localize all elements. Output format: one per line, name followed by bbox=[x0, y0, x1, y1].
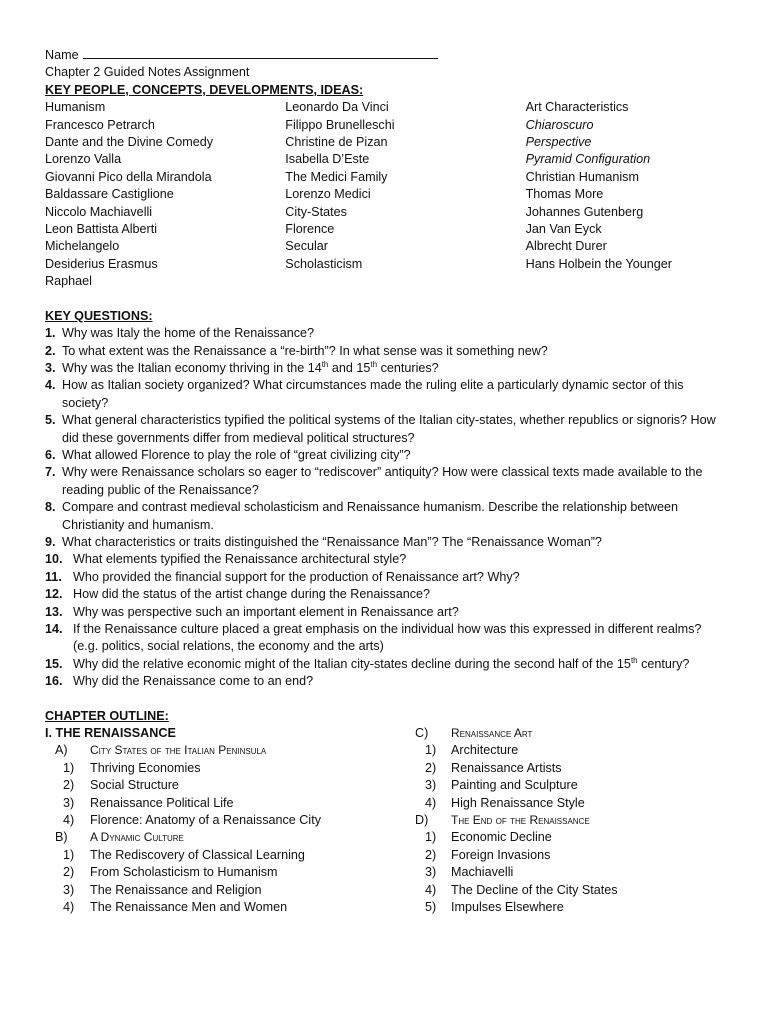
question-text: If the Renaissance culture placed a great emphasis on the individual how was this expressed in different realms? (e.g. politics, social relations, the economy and the arts) bbox=[73, 622, 702, 654]
key-term: Baldassare Castiglione bbox=[45, 187, 174, 202]
outline-subitem-text: Florence: Anatomy of a Renaissance City bbox=[90, 813, 321, 828]
outline-subitem-text: Economic Decline bbox=[451, 830, 552, 845]
question-text-part: Why did the relative economic might of the Italian city-states decline during the second half of the 15 bbox=[73, 656, 631, 671]
question-item bbox=[45, 447, 725, 464]
question-text: Who provided the financial support for the production of Renaissance art? Why? bbox=[73, 569, 520, 584]
outline-subitem-text: Architecture bbox=[451, 743, 519, 758]
outline-section-label: A) bbox=[55, 743, 68, 758]
outline-subitem bbox=[415, 829, 725, 846]
outline-subitem-number: 1) bbox=[425, 743, 437, 758]
question-item bbox=[45, 499, 725, 534]
outline-subitem-text: From Scholasticism to Humanism bbox=[90, 865, 278, 880]
outline-subitem-number: 2) bbox=[425, 847, 437, 862]
question-text-part: centuries? bbox=[377, 360, 439, 375]
outline-subitem-number: 1) bbox=[425, 830, 437, 845]
outline-subitem bbox=[415, 777, 725, 794]
outline-subitem-number: 1) bbox=[63, 760, 75, 775]
key-people-column-2 bbox=[285, 99, 525, 290]
question-text: Compare and contrast medieval scholasticism and Renaissance humanism. Describe the relationship between Christianity and humanism. bbox=[62, 500, 679, 532]
key-term: Scholasticism bbox=[285, 256, 363, 271]
question-item bbox=[45, 412, 725, 447]
question-number: 2. bbox=[45, 343, 56, 358]
question-number: 8. bbox=[45, 500, 56, 515]
outline-subitem-text: The Rediscovery of Classical Learning bbox=[90, 847, 305, 862]
key-term: Francesco Petrarch bbox=[45, 117, 155, 132]
question-text: How did the status of the artist change during the Renaissance? bbox=[73, 587, 431, 602]
outline-section-b bbox=[45, 829, 415, 846]
question-number: 4. bbox=[45, 378, 56, 393]
question-text: How as Italian society organized? What circumstances made the ruling elite a particularly dynamic sector of this society? bbox=[62, 378, 684, 410]
question-number: 15. bbox=[45, 656, 63, 671]
key-term: Jan Van Eyck bbox=[525, 222, 602, 237]
name-label: Name bbox=[45, 48, 79, 62]
outline-section-c bbox=[415, 725, 725, 742]
key-people-list bbox=[45, 99, 725, 290]
chapter-outline bbox=[45, 725, 725, 916]
key-people-column-1 bbox=[45, 99, 285, 290]
outline-subitem-number: 4) bbox=[63, 813, 75, 828]
question-item bbox=[45, 551, 725, 568]
ordinal-suffix: th bbox=[321, 359, 329, 369]
outline-subitem-number: 3) bbox=[63, 795, 75, 810]
key-term: Niccolo Machiavelli bbox=[45, 204, 153, 219]
question-number: 10. bbox=[45, 552, 63, 567]
outline-section-d bbox=[415, 812, 725, 829]
outline-subitem-number: 3) bbox=[63, 882, 75, 897]
ordinal-suffix: th bbox=[370, 359, 378, 369]
key-term: Raphael bbox=[45, 274, 92, 289]
key-term: Leonardo Da Vinci bbox=[285, 100, 389, 115]
question-text-part: century? bbox=[637, 656, 690, 671]
question-item bbox=[45, 464, 725, 499]
outline-subitem-text: Machiavelli bbox=[451, 865, 514, 880]
question-item bbox=[45, 569, 725, 586]
outline-right-column bbox=[415, 725, 725, 916]
question-item bbox=[45, 377, 725, 412]
outline-subitem-number: 3) bbox=[425, 865, 437, 880]
name-blank[interactable] bbox=[83, 46, 438, 59]
question-number: 13. bbox=[45, 604, 63, 619]
key-term: Giovanni Pico della Mirandola bbox=[45, 169, 212, 184]
outline-subitem-text: High Renaissance Style bbox=[451, 795, 585, 810]
question-number: 9. bbox=[45, 534, 56, 549]
outline-section-title: City States of the Italian Peninsula bbox=[90, 743, 267, 758]
chapter-outline-heading: CHAPTER OUTLINE: bbox=[45, 708, 169, 723]
outline-subitem-text: Renaissance Political Life bbox=[90, 795, 234, 810]
question-text: What allowed Florence to play the role of “great civilizing city”? bbox=[62, 447, 411, 462]
question-number: 6. bbox=[45, 447, 56, 462]
question-number: 5. bbox=[45, 413, 56, 428]
outline-subitem-text: Impulses Elsewhere bbox=[451, 900, 564, 915]
key-people-heading: KEY PEOPLE, CONCEPTS, DEVELOPMENTS, IDEAS: bbox=[45, 82, 364, 97]
key-term: Thomas More bbox=[525, 187, 604, 202]
outline-section-title: The End of the Renaissance bbox=[451, 813, 590, 828]
outline-subitem bbox=[45, 882, 415, 899]
outline-subitem-number: 2) bbox=[63, 865, 75, 880]
outline-subitem-text: Thriving Economies bbox=[90, 760, 201, 775]
outline-subitem bbox=[45, 847, 415, 864]
outline-subitem-number: 4) bbox=[425, 882, 437, 897]
outline-subitem-text: Painting and Sculpture bbox=[451, 778, 578, 793]
key-term: Chiaroscuro bbox=[525, 117, 594, 132]
outline-subitem bbox=[45, 760, 415, 777]
outline-subitem-number: 3) bbox=[425, 778, 437, 793]
outline-subitem bbox=[45, 777, 415, 794]
key-term: Albrecht Durer bbox=[525, 239, 607, 254]
key-term: Lorenzo Medici bbox=[285, 187, 371, 202]
document-page bbox=[45, 46, 725, 917]
key-term: Michelangelo bbox=[45, 239, 120, 254]
key-term: Filippo Brunelleschi bbox=[285, 117, 395, 132]
outline-subitem-number: 4) bbox=[63, 900, 75, 915]
key-term: Christine de Pizan bbox=[285, 135, 388, 150]
outline-left-column bbox=[45, 725, 415, 916]
outline-subitem-text: The Renaissance Men and Women bbox=[90, 900, 288, 915]
outline-subitem bbox=[45, 812, 415, 829]
outline-subitem bbox=[415, 864, 725, 881]
question-text: What general characteristics typified the political systems of the Italian city-states, whether republics or signoris? How did these governments differ from medieval political structures? bbox=[62, 413, 716, 445]
question-text: Why were Renaissance scholars so eager to “rediscover” antiquity? How were classical texts made available to the reading public of the Renaissance? bbox=[62, 465, 703, 497]
key-term: Lorenzo Valla bbox=[45, 152, 122, 167]
outline-subitem-number: 2) bbox=[425, 760, 437, 775]
question-text-part: and 15 bbox=[328, 360, 371, 375]
outline-subitem-text: Renaissance Artists bbox=[451, 760, 562, 775]
key-term: The Medici Family bbox=[285, 169, 388, 184]
outline-subitem bbox=[415, 847, 725, 864]
question-number: 12. bbox=[45, 587, 63, 602]
outline-subitem bbox=[45, 899, 415, 916]
key-term: Perspective bbox=[525, 135, 592, 150]
key-term: Dante and the Divine Comedy bbox=[45, 135, 214, 150]
outline-subitem bbox=[415, 795, 725, 812]
key-term: Art Characteristics bbox=[525, 100, 629, 115]
key-term: Humanism bbox=[45, 100, 106, 115]
key-questions-heading: KEY QUESTIONS: bbox=[45, 308, 153, 323]
outline-subitem bbox=[415, 742, 725, 759]
question-item bbox=[45, 534, 725, 551]
assignment-title: Chapter 2 Guided Notes Assignment bbox=[45, 65, 250, 80]
key-term: Hans Holbein the Younger bbox=[525, 256, 672, 271]
question-item bbox=[45, 325, 725, 342]
question-number: 3. bbox=[45, 360, 56, 375]
key-term: Pyramid Configuration bbox=[525, 152, 651, 167]
outline-section-label: D) bbox=[415, 813, 429, 828]
outline-part-title: I. THE RENAISSANCE bbox=[45, 726, 176, 741]
outline-subitem bbox=[45, 795, 415, 812]
outline-subitem bbox=[45, 864, 415, 881]
outline-subitem-number: 1) bbox=[63, 847, 75, 862]
question-number: 7. bbox=[45, 465, 56, 480]
question-text: Why was Italy the home of the Renaissance? bbox=[62, 326, 315, 341]
key-term: Florence bbox=[285, 222, 335, 237]
question-text: Why did the Renaissance come to an end? bbox=[73, 674, 314, 689]
question-item bbox=[45, 621, 725, 656]
outline-section-a bbox=[45, 742, 415, 759]
outline-subitem bbox=[415, 899, 725, 916]
question-number: 14. bbox=[45, 622, 63, 636]
key-term: Leon Battista Alberti bbox=[45, 222, 158, 237]
key-term: City-States bbox=[285, 204, 347, 219]
outline-subitem bbox=[415, 760, 725, 777]
question-number: 1. bbox=[45, 326, 56, 341]
question-item bbox=[45, 343, 725, 360]
question-text: Why was perspective such an important element in Renaissance art? bbox=[73, 604, 459, 619]
outline-subitem-text: The Renaissance and Religion bbox=[90, 882, 262, 897]
key-term: Isabella D’Este bbox=[285, 152, 370, 167]
outline-subitem-text: The Decline of the City States bbox=[451, 882, 618, 897]
outline-subitem-number: 4) bbox=[425, 795, 437, 810]
outline-subitem bbox=[415, 882, 725, 899]
key-people-column-3 bbox=[526, 99, 725, 290]
outline-section-label: B) bbox=[55, 830, 68, 845]
outline-section-label: C) bbox=[415, 726, 429, 741]
question-item bbox=[45, 673, 725, 690]
question-item bbox=[45, 604, 725, 621]
outline-section-title: A Dynamic Culture bbox=[90, 830, 184, 845]
question-item bbox=[45, 586, 725, 603]
outline-subitem-text: Social Structure bbox=[90, 778, 179, 793]
key-term: Secular bbox=[285, 239, 328, 254]
outline-section-title: Renaissance Art bbox=[451, 726, 533, 741]
question-text bbox=[62, 360, 725, 377]
name-line bbox=[45, 46, 725, 64]
question-item bbox=[45, 360, 725, 377]
question-text: What elements typified the Renaissance architectural style? bbox=[73, 552, 407, 567]
outline-subitem-number: 2) bbox=[63, 778, 75, 793]
key-term: Desiderius Erasmus bbox=[45, 256, 158, 271]
question-text: What characteristics or traits distinguished the “Renaissance Man”? The “Renaissance Woman”? bbox=[62, 534, 602, 549]
question-number: 16. bbox=[45, 674, 63, 689]
key-term: Johannes Gutenberg bbox=[525, 204, 644, 219]
question-number: 11. bbox=[45, 569, 62, 584]
question-text: To what extent was the Renaissance a “re-birth”? In what sense was it something new? bbox=[62, 343, 548, 358]
outline-subitem-text: Foreign Invasions bbox=[451, 847, 551, 862]
question-item bbox=[45, 656, 725, 673]
key-term: Christian Humanism bbox=[525, 169, 639, 184]
question-text-part: Why was the Italian economy thriving in the 14 bbox=[62, 360, 322, 375]
outline-subitem-number: 5) bbox=[425, 900, 437, 915]
ordinal-suffix: th bbox=[630, 655, 638, 665]
key-questions-list bbox=[45, 325, 725, 691]
question-text bbox=[73, 656, 725, 673]
